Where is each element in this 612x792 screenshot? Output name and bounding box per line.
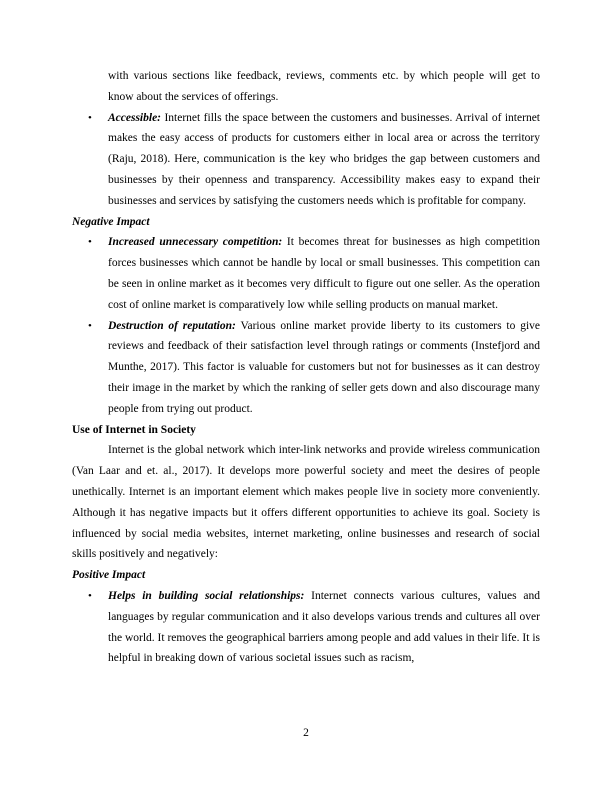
- continuation-text: with various sections like feedback, reviews, comments etc. by which people will get to know about the services of offerings.: [108, 70, 540, 103]
- section-heading-society: Use of Internet in Society: [72, 423, 196, 436]
- bullet-text: Internet connects various cultures, values and languages by regular communication and it also develops various trends and cultures all over the world. It removes the geographical barriers among people and add values in their life. It is helpful in breaking down of various societal issues such as racism,: [108, 589, 540, 665]
- bullet-term: Increased unnecessary competition:: [108, 236, 283, 249]
- section-heading-positive-impact: Positive Impact: [72, 569, 146, 582]
- bullet-term: Destruction of reputation:: [108, 319, 236, 332]
- bullet-text: It becomes threat for businesses as high competition forces businesses which cannot be handle by local or small businesses. This competition can be seen in online market as it becomes very difficult to figure out one seller. As the operation cost of online market is comparatively low while selling products on manual market.: [108, 236, 540, 311]
- bullet-term: Helps in building social relationships:: [108, 589, 305, 602]
- bullet-social: [72, 586, 540, 669]
- page-number: 2: [303, 727, 309, 739]
- bullet-term: Accessible:: [108, 111, 162, 124]
- society-paragraph: Internet is the global network which inter-link networks and provide wireless communication (Van Laar and et. al., 2017). It develops more powerful society and meet the desires of people unethically. Internet is an important element which makes people live in society more conveniently. Although it has negative impacts but it offers different opportunities to achieve its goal. Society is influenced by social media websites, internet marketing, online businesses and research of social skills positively and negatively:: [72, 444, 540, 561]
- bullet-competition: [72, 232, 540, 315]
- bullet-text: Various online market provide liberty to its customers to give reviews and feedback of their satisfaction level through ratings or comments (Instefjord and Munthe, 2017). This factor is valuable for customers but not for businesses as it can destroy their image in the market by which the ranking of seller gets down and also discourage many people from trying out product.: [108, 319, 540, 415]
- bullet-text: Internet fills the space between the customers and businesses. Arrival of internet makes the easy access of products for customers either in local area or across the territory (Raju, 2018). Here, communication is the key who bridges the gap between customers and businesses by their openness and transparency. Accessibility makes easy to expand their businesses and services by satisfying the customers needs which is profitable for company.: [108, 111, 540, 207]
- bullet-dot: •: [88, 319, 92, 332]
- bullet-dot: •: [88, 236, 92, 249]
- bullet-dot: •: [88, 589, 92, 602]
- bullet-accessible: [72, 108, 540, 212]
- bullet-dot: •: [88, 111, 92, 124]
- document-page: [72, 66, 540, 669]
- bullet-reputation: [72, 316, 540, 420]
- section-heading-negative-impact: Negative Impact: [72, 215, 150, 228]
